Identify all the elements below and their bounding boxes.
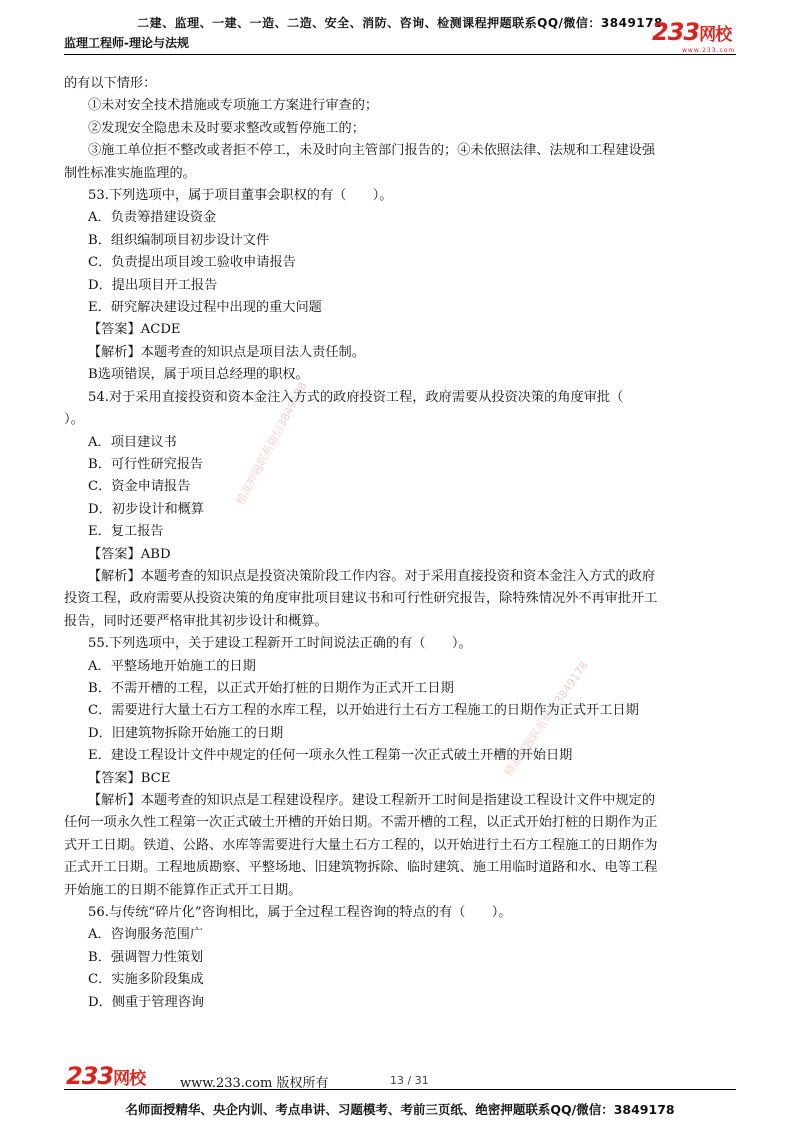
analysis: 式开工日期。铁道、公路、水库等需要进行大量土石方工程的，以开始进行土石方工程施工的日期作为 (64, 837, 658, 853)
option-c: C．需要进行大量土石方工程的水库工程，以开始进行土石方工程施工的日期作为正式开工日期 (88, 703, 639, 719)
option-e: E．建设工程设计文件中规定的任何一项永久性工程第一次正式破土开槽的开始日期 (88, 748, 573, 764)
question-54: 54.对于采用直接投资和资本金注入方式的政府投资工程，政府需要从投资决策的角度审批（ (88, 389, 624, 405)
question-56: 56.与传统“碎片化”咨询相比，属于全过程工程咨询的特点的有（ ）。 (88, 905, 512, 921)
document-body (64, 73, 740, 1014)
option-b: B．组织编制项目初步设计文件 (88, 232, 270, 248)
page-separator: / (404, 1074, 415, 1087)
text-line: ②发现安全隐患未及时要求整改或暂停施工的； (88, 120, 365, 136)
analysis: 正式开工日期。工程地质勘察、平整场地、旧建筑物拆除、临时建筑、施工用临时道路和水、电等工程 (64, 860, 658, 876)
option-e: E．研究解决建设过程中出现的重大问题 (88, 300, 322, 316)
watermark: 精准押题联系微信3849178 (501, 658, 591, 779)
option-d: D．侧重于管理咨询 (88, 994, 205, 1010)
analysis: 投资工程，政府需要从投资决策的角度审批项目建议书和可行性研究报告，除特殊情况外不再审批开工 (64, 591, 658, 607)
analysis: 【解析】本题考查的知识点是项目法人责任制。 (88, 344, 365, 360)
question-55: 55.下列选项中，关于建设工程新开工时间说法正确的有（ ）。 (88, 636, 472, 652)
option-a: A．负责筹措建设资金 (88, 210, 217, 226)
analysis: 任何一项永久性工程第一次正式破土开槽的开始日期。不需开槽的工程，以正式开始打桩的日期作为正 (64, 815, 658, 831)
answer: 【答案】BCE (88, 770, 171, 786)
header-subtitle: 监理工程师-理论与法规 (64, 36, 189, 50)
option-d: D．初步设计和概算 (88, 501, 205, 517)
footer-site: www.233.com 版权所有 (180, 1076, 329, 1091)
option-e: E．复工报告 (88, 524, 164, 540)
option-d: D．提出项目开工报告 (88, 277, 218, 293)
logo-number: 233 (652, 18, 700, 46)
logo-number: 233 (66, 1062, 114, 1090)
page-current: 13 (390, 1074, 404, 1087)
footer-rule (64, 1089, 736, 1090)
option-d: D．旧建筑物拆除开始施工的日期 (88, 725, 284, 741)
page-number (390, 1074, 429, 1087)
brand-logo-bottom (66, 1062, 145, 1090)
logo-url: www.233.com (682, 47, 736, 54)
option-c: C．负责提出项目竣工验收申请报告 (88, 255, 296, 271)
text-line: ①未对安全技术措施或专项施工方案进行审查的； (88, 98, 379, 114)
option-b: B．可行性研究报告 (88, 456, 204, 472)
analysis: 开始施工的日期不能算作正式开工日期。 (64, 882, 302, 898)
logo-suffix: 网校 (113, 1069, 146, 1089)
analysis: 【解析】本题考查的知识点是投资决策阶段工作内容。对于采用直接投资和资本金注入方式的政府 (88, 568, 656, 584)
option-c: C．资金申请报告 (88, 479, 191, 495)
option-a: A．咨询服务范围广 (88, 927, 204, 943)
header-top-line: 二建、监理、一建、一造、二造、安全、消防、咨询、检测课程押题联系QQ/微信：3849178 (137, 16, 663, 30)
header-rule (64, 54, 736, 55)
option-b: B．不需开槽的工程，以正式开始打桩的日期作为正式开工日期 (88, 680, 454, 696)
text-line: 的有以下情形： (64, 76, 157, 91)
page-total: 31 (414, 1074, 429, 1087)
footer-bottom-line: 名师面授精华、央企内训、考点串讲、习题模考、考前三页纸、绝密押题联系QQ/微信：3849178 (125, 1102, 675, 1117)
logo-suffix: 网校 (699, 25, 732, 45)
option-a: A．项目建议书 (88, 434, 177, 450)
watermark: 精准押题联系微信3849178 (233, 379, 310, 508)
answer: 【答案】ACDE (88, 322, 181, 338)
analysis: 报告，同时还要严格审批其初步设计和概算。 (64, 613, 328, 629)
option-b: B．强调智力性策划 (88, 949, 204, 965)
analysis: B选项错误，属于项目总经理的职权。 (88, 367, 309, 383)
text-line: ）。 (64, 412, 84, 428)
analysis: 【解析】本题考查的知识点是工程建设程序。建设工程新开工时间是指建设工程设计文件中规定的 (88, 793, 656, 808)
answer: 【答案】ABD (88, 546, 171, 562)
text-line: 制性标准实施监理的。 (64, 165, 196, 181)
brand-logo-top (652, 18, 731, 46)
question-53: 53.下列选项中，属于项目董事会职权的有（ ）。 (88, 188, 393, 204)
option-c: C．实施多阶段集成 (88, 972, 204, 988)
option-a: A．平整场地开始施工的日期 (88, 658, 256, 674)
text-line: ③施工单位拒不整改或者拒不停工，未及时向主管部门报告的；④未依照法律、法规和工程建设强 (88, 143, 656, 159)
